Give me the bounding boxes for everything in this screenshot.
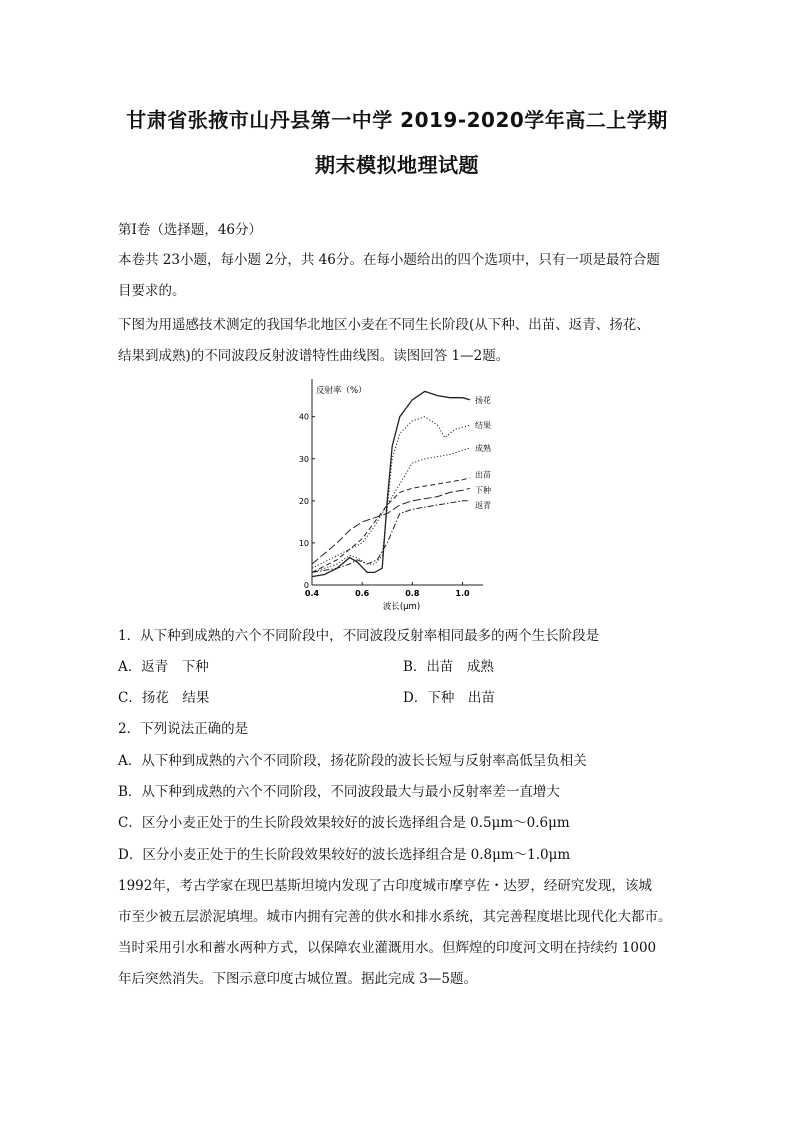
- passage-line: 1992年，考古学家在现巴基斯坦境内发现了古印度城市摩亨佐・达罗，经研究发现，该城: [118, 878, 652, 894]
- series-line-5: [312, 501, 470, 573]
- series-line-4: [312, 488, 470, 564]
- series-label: 返青: [474, 500, 491, 510]
- passage-line: 年后突然消失。下图示意印度古城位置。据此完成 3—5题。: [118, 971, 477, 987]
- q1-option-a[interactable]: A．返青 下种: [118, 659, 209, 675]
- page-title: 甘肃省张掖市山丹县第一中学 2019-2020学年高二上学期: [126, 108, 668, 132]
- intro-line: 结果到成熟)的不同波段反射波谱特性曲线图。读图回答 1—2题。: [118, 348, 510, 364]
- passage-line: 当时采用引水和蓄水两种方式，以保障农业灌溉用水。但辉煌的印度河文明在持续约 1000: [118, 940, 657, 956]
- intro-line: 下图为用遥感技术测定的我国华北地区小麦在不同生长阶段(从下种、出苗、返青、扬花、: [118, 317, 650, 333]
- y-tick-label: 30: [298, 454, 309, 464]
- chart-series: [312, 391, 470, 576]
- q2-option-b[interactable]: B．从下种到成熟的六个不同阶段，不同波段最大与最小反射率差一直增大: [118, 784, 560, 800]
- x-tick-label: 0.6: [355, 589, 370, 598]
- y-tick-label: 40: [298, 412, 309, 422]
- x-tick-label: 0.4: [304, 589, 320, 598]
- series-label: 出苗: [474, 470, 491, 480]
- instructions-line: 本卷共 23小题，每小题 2分，共 46分。在每小题给出的四个选项中，只有一项是最符合题: [118, 252, 660, 268]
- q2-option-c[interactable]: C．区分小麦正处于的生长阶段效果较好的波长选择组合是 0.5μm～0.6μm: [118, 815, 570, 831]
- q2-option-a[interactable]: A．从下种到成熟的六个不同阶段，扬花阶段的波长长短与反射率高低呈负相关: [118, 753, 587, 769]
- q1-option-b[interactable]: B．出苗 成熟: [403, 659, 494, 675]
- y-tick-label: 20: [298, 496, 309, 506]
- series-label: 下种: [474, 486, 491, 496]
- series-label: 成熟: [474, 444, 491, 454]
- page-subtitle: 期末模拟地理试题: [315, 153, 479, 177]
- instructions-line: 目要求的。: [118, 283, 186, 299]
- reflectance-chart: [300, 375, 500, 615]
- q1-option-d[interactable]: D．下种 出苗: [403, 690, 495, 706]
- y-tick-label: 10: [298, 538, 309, 548]
- q1-option-c[interactable]: C．扬花 结果: [118, 690, 210, 706]
- passage-line: 市至少被五层淤泥填埋。城市内拥有完善的供水和排水系统，其完善程度堪比现代化大都市。: [118, 909, 672, 925]
- x-tick-label: 1.0: [455, 589, 470, 598]
- section-heading: 第Ⅰ卷（选择题，46分）: [118, 222, 263, 238]
- y-axis-label: 反射率（%）: [316, 386, 367, 396]
- series-line-3: [312, 478, 470, 573]
- series-line-0: [312, 391, 470, 576]
- q2-option-d[interactable]: D．区分小麦正处于的生长阶段效果较好的波长选择组合是 0.8μm～1.0μm: [118, 847, 571, 863]
- chart-labels: [316, 385, 492, 612]
- series-label: 结果: [474, 421, 491, 431]
- y-tick-label: 0: [303, 581, 309, 590]
- x-axis-label: 波长(μm): [382, 602, 421, 612]
- series-line-1: [312, 417, 470, 573]
- question-1-stem: 1．从下种到成熟的六个不同阶段中，不同波段反射率相同最多的两个生长阶段是: [118, 628, 600, 644]
- series-label: 扬花: [474, 395, 491, 405]
- question-2-stem: 2．下列说法正确的是: [118, 721, 249, 737]
- x-tick-label: 0.8: [405, 589, 420, 598]
